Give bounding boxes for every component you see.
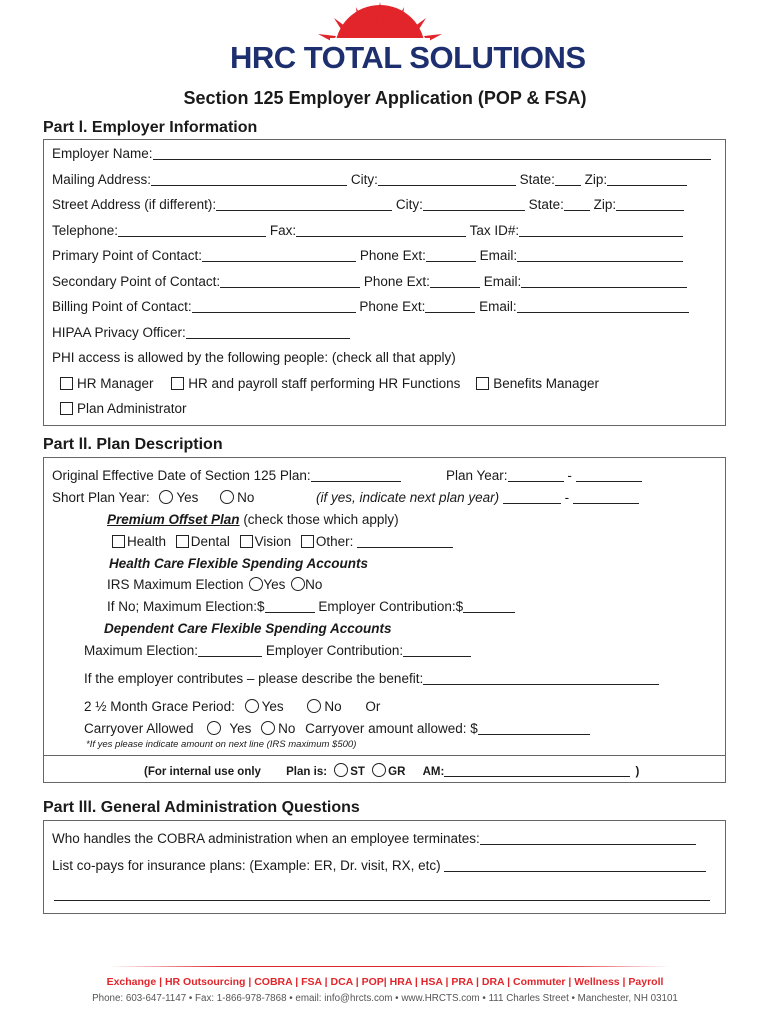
st-label: ST xyxy=(350,766,365,778)
orig-date-row xyxy=(52,468,401,484)
copays-extra-line[interactable] xyxy=(54,900,710,901)
zip-label: Zip: xyxy=(584,172,608,187)
phi-access-text: PHI access is allowed by the following people: (check all that apply) xyxy=(52,350,456,365)
city2-field[interactable] xyxy=(423,197,525,211)
employer-name-field[interactable] xyxy=(153,146,711,160)
copays-row xyxy=(52,858,706,874)
cobra-row xyxy=(52,831,696,847)
other-label: Other: xyxy=(315,534,354,549)
secondary-contact-field[interactable] xyxy=(220,274,360,288)
vision-label: Vision xyxy=(254,534,292,549)
st-radio[interactable] xyxy=(334,763,348,777)
phone-ext2-field[interactable] xyxy=(430,274,480,288)
grace-period-row xyxy=(84,699,380,715)
telephone-field[interactable] xyxy=(118,223,266,237)
grace-no-radio[interactable] xyxy=(307,699,321,713)
benefits-manager-checkbox[interactable] xyxy=(476,377,489,390)
hc-employer-contribution-label: Employer Contribution:$ xyxy=(318,599,464,614)
copays-field[interactable] xyxy=(444,858,706,872)
phone-ext3-label: Phone Ext: xyxy=(359,299,426,314)
grace-period-label: 2 ½ Month Grace Period: xyxy=(84,699,235,714)
state2-field[interactable] xyxy=(564,197,590,211)
tax-id-label: Tax ID#: xyxy=(469,223,520,238)
state2-label: State: xyxy=(528,197,564,212)
plan-admin-label: Plan Administrator xyxy=(77,401,187,416)
cobra-field[interactable] xyxy=(480,831,696,845)
dental-checkbox[interactable] xyxy=(176,535,189,548)
telephone-label: Telephone: xyxy=(52,223,119,238)
plan-admin-row xyxy=(60,401,187,417)
benefits-manager-label: Benefits Manager xyxy=(493,376,599,391)
grace-or-label: Or xyxy=(365,699,381,714)
hipaa-row xyxy=(52,325,350,341)
secondary-contact-row xyxy=(52,274,687,290)
secondary-contact-label: Secondary Point of Contact: xyxy=(52,274,221,289)
other-checkbox[interactable] xyxy=(301,535,314,548)
describe-benefit-label: If the employer contributes – please describe the benefit: xyxy=(84,671,424,686)
irs-max-row xyxy=(107,577,322,593)
footer-divider xyxy=(110,966,670,967)
street-address-label: Street Address (if different): xyxy=(52,197,217,212)
hipaa-label: HIPAA Privacy Officer: xyxy=(52,325,186,340)
email3-label: Email: xyxy=(479,299,517,314)
short-plan-year-row xyxy=(52,490,254,506)
if-yes-note: (if yes, indicate next plan year) xyxy=(316,490,500,505)
dc-employer-contribution-field[interactable] xyxy=(403,643,471,657)
short-plan-no-radio[interactable] xyxy=(220,490,234,504)
next-plan-year-end-field[interactable] xyxy=(573,490,639,504)
city-field[interactable] xyxy=(378,172,516,186)
irs-max-yes-label: Yes xyxy=(263,577,286,592)
employer-name-row xyxy=(52,146,711,162)
primary-contact-row xyxy=(52,248,683,264)
carryover-note: *If yes please indicate amount on next line (IRS maximum $500) xyxy=(86,739,357,750)
internal-use-row xyxy=(144,763,639,778)
hr-staff-checkbox[interactable] xyxy=(171,377,184,390)
email-field[interactable] xyxy=(517,248,683,262)
other-field[interactable] xyxy=(357,534,453,548)
health-label: Health xyxy=(127,534,167,549)
zip2-label: Zip: xyxy=(593,197,617,212)
city-label: City: xyxy=(350,172,378,187)
zip2-field[interactable] xyxy=(616,197,684,211)
short-plan-no-label: No xyxy=(237,490,255,505)
mailing-address-field[interactable] xyxy=(151,172,347,186)
plan-year-end-field[interactable] xyxy=(576,468,642,482)
plan-year-row xyxy=(446,468,642,484)
footer-contact: Phone: 603-647-1147 • Fax: 1-866-978-7868 • email: info@hrcts.com • www.HRCTS.com • 111 Charles Street • Manchester, NH 03101 xyxy=(92,993,678,1004)
hc-fsa-heading: Health Care Flexible Spending Accounts xyxy=(109,556,369,571)
next-plan-year-row xyxy=(316,490,639,506)
billing-contact-label: Billing Point of Contact: xyxy=(52,299,192,314)
next-plan-year-start-field[interactable] xyxy=(503,490,561,504)
irs-max-no-label: No xyxy=(305,577,323,592)
irs-max-label: IRS Maximum Election xyxy=(107,577,244,592)
orig-date-label: Original Effective Date of Section 125 Plan: xyxy=(52,468,311,483)
premium-options-row xyxy=(112,534,453,550)
primary-contact-label: Primary Point of Contact: xyxy=(52,248,203,263)
premium-offset-row xyxy=(107,512,399,528)
dc-max-election-field[interactable] xyxy=(198,643,262,657)
irs-max-no-radio[interactable] xyxy=(291,577,305,591)
dc-fsa-heading: Dependent Care Flexible Spending Accounts xyxy=(104,621,392,636)
carryover-label: Carryover Allowed xyxy=(84,721,194,736)
short-plan-yes-radio[interactable] xyxy=(159,490,173,504)
state-label: State: xyxy=(519,172,555,187)
dc-max-election-label: Maximum Election: xyxy=(84,643,199,658)
next-plan-year-dash: - xyxy=(564,490,570,505)
orig-date-field[interactable] xyxy=(311,468,401,482)
part2-divider xyxy=(43,755,726,756)
carryover-no-label: No xyxy=(278,721,296,736)
carryover-yes-label: Yes xyxy=(229,721,252,736)
hc-if-no-row xyxy=(107,599,515,615)
email-label: Email: xyxy=(479,248,518,263)
phone-ext-label: Phone Ext: xyxy=(359,248,426,263)
internal-use-label: (For internal use only xyxy=(144,766,261,778)
phone-ext-field[interactable] xyxy=(426,248,476,262)
short-plan-yes-label: Yes xyxy=(176,490,199,505)
close-paren: ) xyxy=(635,766,640,778)
email2-field[interactable] xyxy=(521,274,687,288)
carryover-amount-label: Carryover amount allowed: $ xyxy=(305,721,478,736)
hc-employer-contribution-field[interactable] xyxy=(463,599,515,613)
state-field[interactable] xyxy=(555,172,581,186)
billing-contact-field[interactable] xyxy=(192,299,356,313)
health-checkbox[interactable] xyxy=(112,535,125,548)
am-label: AM: xyxy=(422,766,445,778)
mailing-address-row xyxy=(52,172,687,188)
email3-field[interactable] xyxy=(517,299,689,313)
plan-is-label: Plan is: xyxy=(286,766,328,778)
cobra-label: Who handles the COBRA administration when an employee terminates: xyxy=(52,831,480,846)
footer-services: Exchange | HR Outsourcing | COBRA | FSA | DCA | POP| HRA | HSA | PRA | DRA | Commuter | Wellness | Payroll xyxy=(106,976,664,988)
page-title: Section 125 Employer Application (POP & FSA) xyxy=(183,88,587,108)
mailing-address-label: Mailing Address: xyxy=(52,172,152,187)
grace-yes-radio[interactable] xyxy=(245,699,259,713)
describe-benefit-field[interactable] xyxy=(423,671,659,685)
grace-no-label: No xyxy=(324,699,342,714)
part1-heading: Part l. Employer Information xyxy=(43,119,258,136)
gr-radio[interactable] xyxy=(372,763,386,777)
employer-name-label: Employer Name: xyxy=(52,146,153,161)
fax-field[interactable] xyxy=(296,223,466,237)
plan-year-start-field[interactable] xyxy=(508,468,564,482)
part3-heading: Part lll. General Administration Questions xyxy=(43,799,360,816)
hc-max-election-label: If No; Maximum Election:$ xyxy=(107,599,265,614)
carryover-yes-radio[interactable] xyxy=(207,721,221,735)
hc-max-election-field[interactable] xyxy=(265,599,315,613)
tax-id-field[interactable] xyxy=(519,223,683,237)
irs-max-yes-radio[interactable] xyxy=(249,577,263,591)
phone-ext3-field[interactable] xyxy=(425,299,475,313)
plan-year-dash: - xyxy=(567,468,572,483)
logo xyxy=(230,2,586,80)
copays-label: List co-pays for insurance plans: (Example: ER, Dr. visit, RX, etc) xyxy=(52,858,441,873)
primary-contact-field[interactable] xyxy=(202,248,356,262)
dental-label: Dental xyxy=(190,534,230,549)
logo-text: HRC TOTAL SOLUTIONS xyxy=(230,40,586,75)
dc-employer-contribution-label: Employer Contribution: xyxy=(265,643,404,658)
gr-label: GR xyxy=(388,766,406,778)
describe-benefit-row xyxy=(84,671,659,687)
zip-field[interactable] xyxy=(607,172,687,186)
hr-manager-checkbox[interactable] xyxy=(60,377,73,390)
phone-ext2-label: Phone Ext: xyxy=(363,274,430,289)
street-address-field[interactable] xyxy=(216,197,392,211)
vision-checkbox[interactable] xyxy=(240,535,253,548)
phi-checkbox-row xyxy=(60,376,599,392)
email2-label: Email: xyxy=(483,274,522,289)
grace-yes-label: Yes xyxy=(261,699,284,714)
carryover-row xyxy=(84,721,590,737)
carryover-no-radio[interactable] xyxy=(261,721,275,735)
fax-label: Fax: xyxy=(269,223,297,238)
plan-admin-checkbox[interactable] xyxy=(60,402,73,415)
street-address-row xyxy=(52,197,684,213)
hr-staff-label: HR and payroll staff performing HR Functions xyxy=(188,376,461,391)
billing-contact-row xyxy=(52,299,689,315)
city2-label: City: xyxy=(395,197,423,212)
part2-heading: Part ll. Plan Description xyxy=(43,436,223,453)
carryover-amount-field[interactable] xyxy=(478,721,590,735)
hr-manager-label: HR Manager xyxy=(77,376,154,391)
dc-max-row xyxy=(84,643,471,659)
short-plan-year-label: Short Plan Year: xyxy=(52,490,150,505)
plan-year-label: Plan Year: xyxy=(446,468,508,483)
premium-offset-note: (check those which apply) xyxy=(243,512,399,527)
premium-offset-heading: Premium Offset Plan xyxy=(107,512,240,527)
telephone-row xyxy=(52,223,683,239)
am-field[interactable] xyxy=(444,765,630,777)
hipaa-field[interactable] xyxy=(186,325,350,339)
